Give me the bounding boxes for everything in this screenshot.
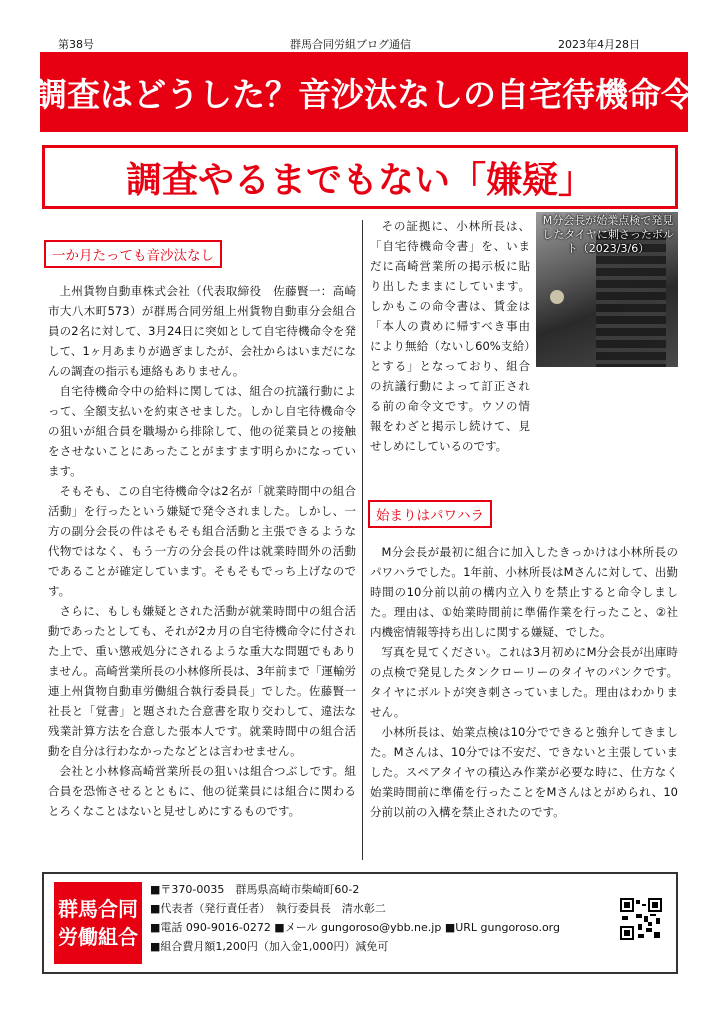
paragraph: 上州貨物自動車株式会社（代表取締役 佐藤賢一：高崎市大八木町573）が群馬合同労組上州貨物自動車分会組合員の2名に対して、3月24日に突如として自宅待機命令を発して、1ヶ月あまりが過ぎましたが、会社からはいまだになんの調査の指示も連絡もありません。 — [48, 284, 356, 378]
section1-body-left — [48, 281, 356, 821]
photo-caption: M分会長が始業点検で発見したタイヤに刺さったボルト（2023/3/6） — [542, 214, 674, 255]
section1-body-right — [370, 216, 530, 456]
section2-heading: 始まりはパワハラ — [368, 500, 492, 528]
contact: ■電話 090-9016-0272 ■メール gungoroso@ybb.ne.jp ■URL gungoroso.org — [150, 921, 560, 934]
logo-line2: 労働組合 — [58, 925, 138, 949]
paragraph: そもそも、この自宅待機命令は2名が「就業時間中の組合活動」を行ったという嫌疑で発令されました。しかし、一方の副分会長の件はそもそも組合活動と主張できるような代物ではなく、もう一方の分会長の件は就業時間外の活動であることが確定しています。そもそもでっち上げなのです。 — [48, 484, 356, 598]
subheadline: 調査やるまでもない「嫌疑」 — [125, 159, 594, 201]
bolt-graphic — [550, 290, 564, 304]
paragraph: M分会長が最初に組合に加入したきっかけは小林所長のパワハラでした。1年前、小林所長はMさんに対して、出勤時間の10分前以前の構内立入りを禁止すると命令しました。理由は、①始業時間前に準備作業を行ったこと、②社内機密情報等持ち出しに関する嫌疑、でした。 — [370, 545, 678, 639]
issue-date: 2023年4月28日 — [558, 38, 640, 51]
union-logo — [54, 882, 142, 964]
logo-line1: 群馬合同 — [58, 897, 138, 921]
series-title: 群馬合同労組ブログ通信 — [290, 38, 411, 51]
issue-number: 第38号 — [58, 38, 94, 51]
representative: ■代表者（発行責任者） 執行委員長 清水彰二 — [150, 902, 386, 915]
section2-body — [370, 542, 678, 822]
address: ■〒370-0035 群馬県高崎市柴崎町60-2 — [150, 883, 360, 896]
column-divider — [362, 220, 363, 860]
headline: 調査はどうした？音沙汰なしの自宅待機命令 — [34, 74, 694, 114]
qr-code-icon[interactable] — [620, 898, 662, 940]
paragraph: さらに、もしも嫌疑とされた活動が就業時間中の組合活動であったとしても、それが2カ月の自宅待機命令に付された上で、重い懲戒処分にされるような重大な問題でもありません。高崎営業所長の小林修所長は、3年前まで「運輸労連上州貨物自動車労働組合執行委員長」でした。佐藤賢一社長と「覚書」と題された合意書を取り交わして、違法な残業計算方法を合意した張本人です。就業時間中の組合活動を自分は行わなかったなどとは言わせません。 — [48, 604, 356, 758]
tire-photo — [536, 212, 678, 367]
paragraph: 写真を見てください。これは3月初めにM分会長が出庫時の点検で発見したタンクローリーのタイヤのパンクです。タイヤにボルトが突き刺さっていました。理由はわかりません。 — [370, 645, 678, 719]
paragraph: 自宅待機命令中の給料に関しては、組合の抗議行動によって、全額支払いを約束させました。しかし自宅待機命令の狙いが組合員を職場から排除して、他の従業員との接触をさせないことにあったことがますます明らかになっています。 — [48, 384, 356, 478]
paragraph: 会社と小林修高崎営業所長の狙いは組合つぶしです。組合員を恐怖させるとともに、他の従業員には組合に関わるとろくなことはないと見せしめにするものです。 — [48, 764, 356, 818]
footer-info — [150, 880, 560, 956]
footer-box — [42, 872, 678, 974]
paragraph: 小林所長は、始業点検は10分でできると強弁してきました。Mさんは、10分では不安だ、できないと主張していました。スペアタイヤの積込み作業が必要な時に、仕方なく始業時間前に準備を行ったことをMさんはとがめられ、10分前以前の入構を禁止されたのです。 — [370, 725, 678, 819]
section1-heading: 一か月たっても音沙汰なし — [44, 240, 222, 268]
headline-banner — [34, 52, 694, 132]
dues: ■組合費月額1,200円（加入金1,000円）減免可 — [150, 940, 389, 953]
subheadline-banner — [42, 145, 678, 209]
paragraph: その証拠に、小林所長は、「自宅待機命令書」を、いまだに高崎営業所の掲示板に貼り出したままにしています。しかもこの命令書は、賃金は「本人の責めに帰すべき事由により無給（ないし60%支給）とする」となっており、組合の抗議行動によって訂正される前の命令文です。ウソの情報をわざと掲示し続けて、見せしめにしているのです。 — [370, 219, 530, 453]
